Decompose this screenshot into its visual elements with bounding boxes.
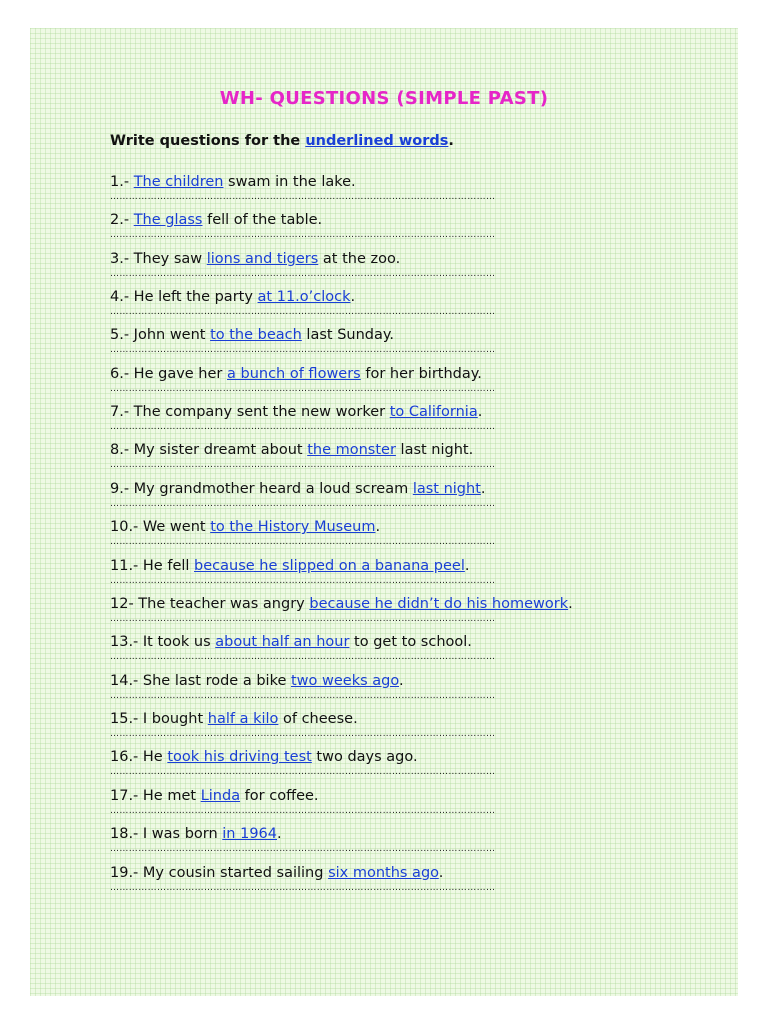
question-text: for coffee. [240,788,319,804]
question-text: to get to school. [349,634,472,650]
question-text: 3.- They saw [110,251,207,267]
underlined-answer: to the History Museum [210,519,376,535]
answer-line[interactable]: …………………………………………………………………………………………………………… [110,345,496,355]
underlined-answer: a bunch of flowers [227,366,361,382]
underlined-answer: at 11.o’clock [257,289,351,305]
question-item [110,633,670,663]
instruction-period: . [448,133,454,149]
answer-line[interactable]: …………………………………………………………………………………………………………… [110,460,496,470]
worksheet-title: WH- QUESTIONS (SIMPLE PAST) [219,88,549,109]
underlined-answer: about half an hour [215,634,350,650]
question-item [110,211,670,241]
answer-line[interactable]: …………………………………………………………………………………………………………… [110,806,496,816]
question-item [110,441,670,471]
question-item [110,288,670,318]
question-text: 5.- John went [110,327,211,343]
underlined-answer: The glass [133,212,203,228]
underlined-answer: the monster [307,442,396,458]
question-text: 10.- We went [110,519,211,535]
question-item [110,864,670,894]
question-item [110,787,670,817]
question-text: fell of the table. [202,212,323,228]
question-item [110,365,670,395]
question-text: 17.- He met [110,788,201,804]
answer-line[interactable]: …………………………………………………………………………………………………………… [110,192,496,202]
question-text: . [464,558,470,574]
question-text: 2.- [110,212,134,228]
answer-line[interactable]: …………………………………………………………………………………………………………… [110,576,496,586]
question-text: 18.- I was born [110,826,223,842]
question-text: for her birthday. [360,366,482,382]
question-item [110,480,670,510]
question-text: . [350,289,356,305]
answer-line[interactable]: …………………………………………………………………………………………………………… [110,767,496,777]
question-text: 13.- It took us [110,634,216,650]
answer-line[interactable]: …………………………………………………………………………………………………………… [110,729,496,739]
question-item [110,250,670,280]
question-text: 15.- I bought [110,711,208,727]
question-text: 4.- He left the party [110,289,258,305]
question-text: at the zoo. [318,251,401,267]
question-text: 16.- He [110,749,168,765]
question-text: swam in the lake. [223,174,356,190]
question-text: 19.- My cousin started sailing [110,865,329,881]
question-item [110,595,670,625]
answer-line[interactable]: …………………………………………………………………………………………………………… [110,499,496,509]
answer-line[interactable]: …………………………………………………………………………………………………………… [110,844,496,854]
answer-line[interactable]: …………………………………………………………………………………………………………… [110,537,496,547]
underlined-answer: Linda [200,788,241,804]
question-item [110,518,670,548]
instruction-underlined: underlined words [305,133,449,149]
underlined-answer: The children [133,174,224,190]
underlined-answer: in 1964 [222,826,278,842]
answer-line[interactable]: …………………………………………………………………………………………………………… [110,307,496,317]
underlined-answer: to the beach [210,327,302,343]
underlined-answer: lions and tigers [206,251,319,267]
answer-line[interactable]: …………………………………………………………………………………………………………… [110,691,496,701]
instruction-line [110,133,454,149]
question-text: . [438,865,444,881]
question-text: . [568,596,573,612]
question-item [110,403,670,433]
question-text: 1.- [110,174,134,190]
question-item [110,557,670,587]
underlined-answer: because he slipped on a banana peel [194,558,465,574]
answer-line[interactable]: …………………………………………………………………………………………………………… [110,422,496,432]
question-text: . [480,481,486,497]
question-text: 14.- She last rode a bike [110,673,291,689]
underlined-answer: took his driving test [167,749,312,765]
question-item [110,825,670,855]
question-text: two days ago. [311,749,418,765]
question-text: last night. [395,442,474,458]
underlined-answer: half a kilo [207,711,279,727]
question-text: 9.- My grandmother heard a loud scream [110,481,413,497]
instruction-text: Write questions for the [110,133,306,149]
question-text: . [477,404,483,420]
underlined-answer: to California [389,404,478,420]
question-item [110,326,670,356]
question-text: . [375,519,381,535]
question-text: 8.- My sister dreamt about [110,442,308,458]
answer-line[interactable]: …………………………………………………………………………………………………………… [110,652,496,662]
underlined-answer: two weeks ago [290,673,399,689]
question-text: of cheese. [278,711,358,727]
answer-line[interactable]: …………………………………………………………………………………………………………… [110,614,496,624]
answer-line[interactable]: …………………………………………………………………………………………………………… [110,269,496,279]
answer-line[interactable]: …………………………………………………………………………………………………………… [110,883,496,893]
underlined-answer: six months ago [328,865,439,881]
question-text: 6.- He gave her [110,366,227,382]
question-text: 7.- The company sent the new worker [110,404,390,420]
question-text: 12- The teacher was angry [110,596,310,612]
question-item [110,710,670,740]
underlined-answer: because he didn’t do his homework [309,596,569,612]
question-text: . [277,826,282,842]
question-item [110,748,670,778]
underlined-answer: last night [412,481,481,497]
question-text: . [398,673,404,689]
question-text: last Sunday. [301,327,394,343]
question-item [110,173,670,203]
answer-line[interactable]: …………………………………………………………………………………………………………… [110,384,496,394]
question-item [110,672,670,702]
answer-line[interactable]: …………………………………………………………………………………………………………… [110,230,496,240]
question-text: 11.- He fell [110,558,195,574]
